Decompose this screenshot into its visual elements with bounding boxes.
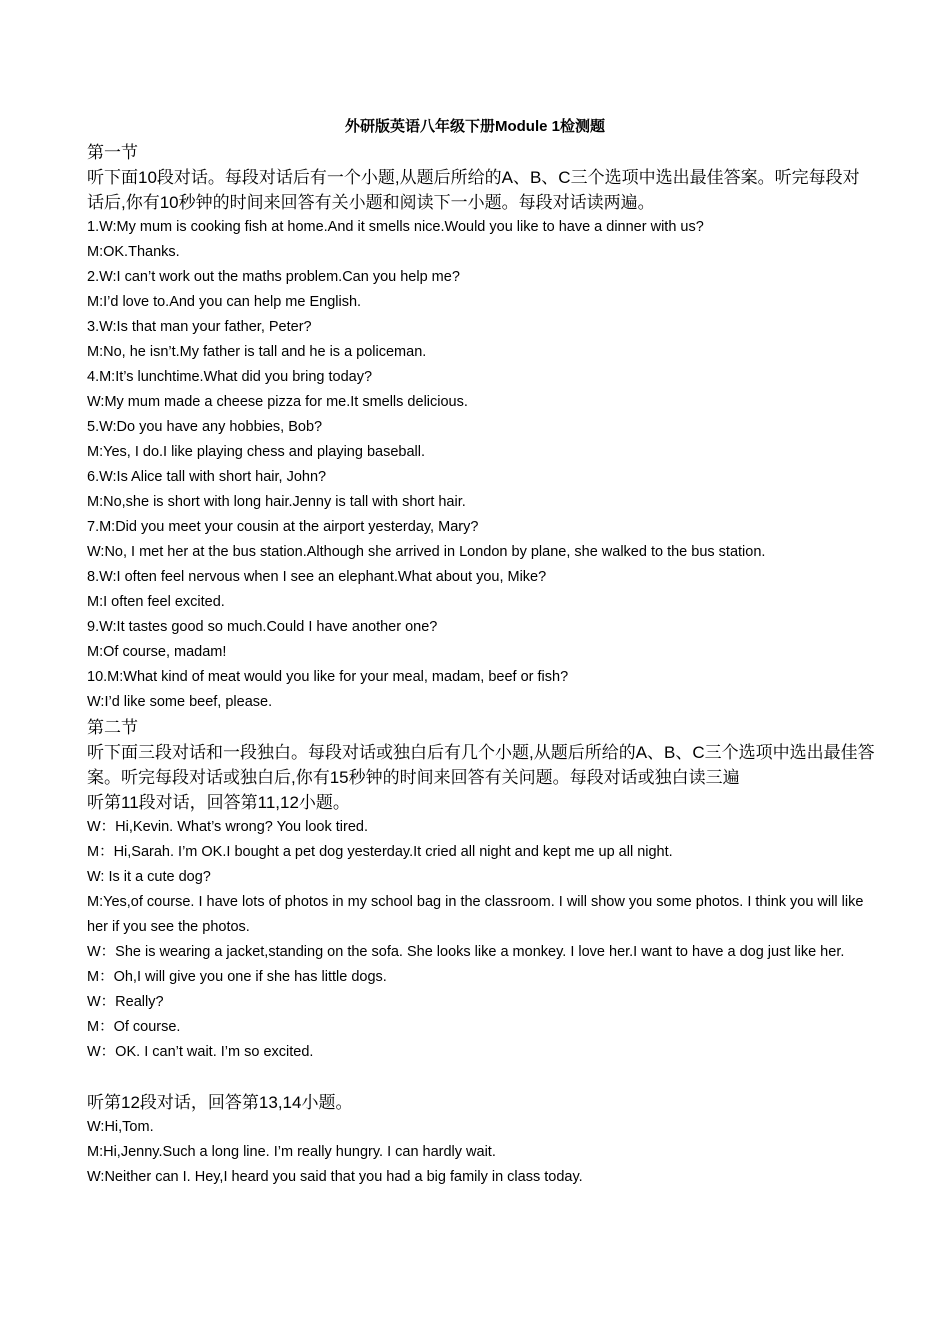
dialog-line: W:Hi,Tom. <box>87 1119 154 1135</box>
section-2-heading: 第二节 <box>87 718 138 737</box>
dialog-line: 5.W:Do you have any hobbies, Bob? <box>87 419 323 435</box>
dialog-11-heading: 听第11段对话，回答第11,12小题。 <box>87 793 350 812</box>
dialog-line: M:No,she is short with long hair.Jenny is tall with short hair. <box>87 494 466 510</box>
dialog-line: 6.W:Is Alice tall with short hair, John? <box>87 469 327 485</box>
page-title: 外研版英语八年级下册Module 1检测题 <box>344 118 605 135</box>
dialog-line: M：Oh,I will give you one if she has little dogs. <box>87 969 387 985</box>
dialog-line: W:Neither can I. Hey,I heard you said that you had a big family in class today. <box>87 1169 583 1185</box>
dialog-line: M:Hi,Jenny.Such a long line. I’m really hungry. I can hardly wait. <box>87 1144 496 1160</box>
dialog-line: M:Yes, I do.I like playing chess and playing baseball. <box>87 444 426 460</box>
dialog-line: 8.W:I often feel nervous when I see an elephant.What about you, Mike? <box>87 569 547 585</box>
dialog-line: W: Is it a cute dog? <box>87 869 211 885</box>
dialog-line: 2.W:I can’t work out the maths problem.Can you help me? <box>87 269 460 285</box>
document-body <box>87 140 875 1190</box>
dialog-line: W：Hi,Kevin. What’s wrong? You look tired. <box>87 819 369 835</box>
dialog-line: M:OK.Thanks. <box>87 244 180 260</box>
dialog-line: M:I often feel excited. <box>87 594 225 610</box>
section-2-instruction: 听下面三段对话和一段独白。每段对话或独白后有几个小题,从题后所给的A、B、C三个选项中选出最佳答 <box>87 743 875 762</box>
section-1-instruction: 听下面10段对话。每段对话后有一个小题,从题后所给的A、B、C三个选项中选出最佳答案。听完每段对 <box>87 168 860 187</box>
dialog-line: W：She is wearing a jacket,standing on the sofa. She looks like a monkey. I love her.I want to have a dog just like her. <box>87 944 845 960</box>
dialog-12-heading: 听第12段对话，回答第13,14小题。 <box>87 1093 353 1112</box>
section-1-heading: 第一节 <box>87 143 138 162</box>
dialog-line: M:I’d love to.And you can help me English. <box>87 294 362 310</box>
dialog-line: W:My mum made a cheese pizza for me.It smells delicious. <box>87 394 468 410</box>
dialog-line: W：OK. I can’t wait. I’m so excited. <box>87 1044 314 1060</box>
dialog-line: 7.M:Did you meet your cousin at the airport yesterday, Mary? <box>87 519 479 535</box>
dialog-line: 1.W:My mum is cooking fish at home.And it smells nice.Would you like to have a dinner with us? <box>87 219 704 235</box>
dialog-line: 3.W:Is that man your father, Peter? <box>87 319 312 335</box>
dialog-line: M:Yes,of course. I have lots of photos in my school bag in the classroom. I will show you some photos. I think you will like her if you see the photos. <box>87 894 864 935</box>
dialog-line: W:No, I met her at the bus station.Although she arrived in London by plane, she walked to the bus station. <box>87 544 766 560</box>
section-1-instruction: 话后,你有10秒钟的时间来回答有关小题和阅读下一小题。每段对话读两遍。 <box>87 193 655 212</box>
dialog-line: W:I’d like some beef, please. <box>87 694 273 710</box>
dialog-line: 9.W:It tastes good so much.Could I have another one? <box>87 619 438 635</box>
dialog-line: M:No, he isn’t.My father is tall and he is a policeman. <box>87 344 427 360</box>
blank-line <box>87 1065 867 1090</box>
dialog-line: W：Really? <box>87 994 164 1010</box>
dialog-line: M：Hi,Sarah. I’m OK.I bought a pet dog yesterday.It cried all night and kept me up all night. <box>87 844 673 860</box>
dialog-line: M:Of course, madam! <box>87 644 227 660</box>
dialog-line: M：Of course. <box>87 1019 181 1035</box>
dialog-line: 10.M:What kind of meat would you like for your meal, madam, beef or fish? <box>87 669 569 685</box>
section-2-instruction: 案。听完每段对话或独白后,你有15秒钟的时间来回答有关问题。每段对话或独白读三遍 <box>87 768 740 787</box>
dialog-line: 4.M:It’s lunchtime.What did you bring today? <box>87 369 373 385</box>
